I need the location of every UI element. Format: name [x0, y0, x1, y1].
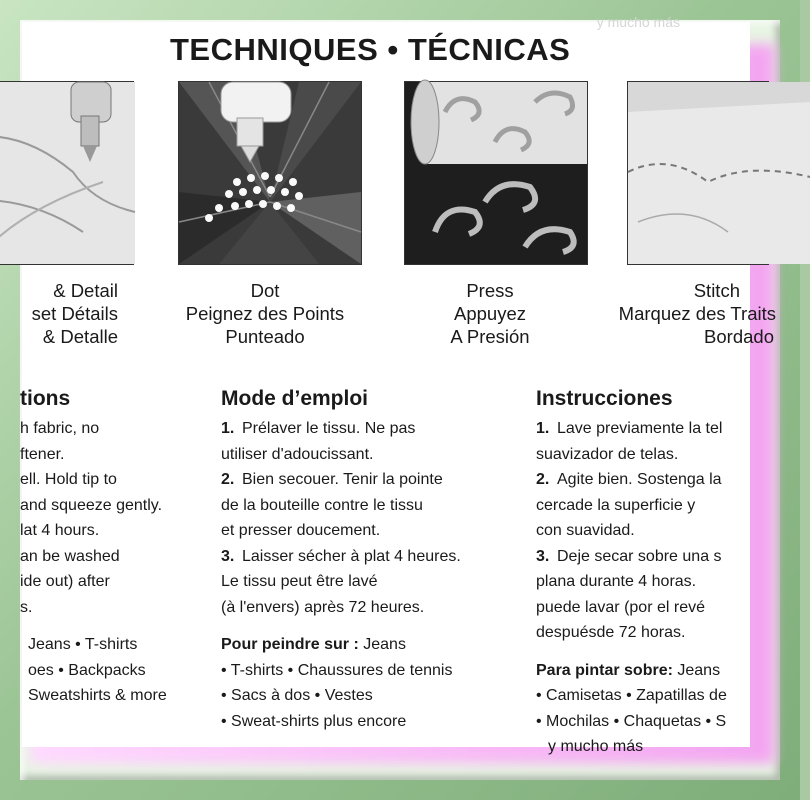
text-line: y mucho más [548, 738, 644, 755]
text-line: Deje secar sobre una s [557, 547, 722, 565]
caption-line: Press [466, 280, 514, 301]
paint-on-heading [221, 632, 461, 658]
text-line: Le tissu peut être lavé [221, 573, 378, 590]
page-title: TECHNIQUES • TÉCNICAS [170, 32, 571, 67]
text-line: ftener. [20, 445, 65, 463]
text-line: • Camisetas • Zapatillas de [536, 687, 727, 704]
text-line: puede lavar (por el revé [536, 598, 705, 616]
step-number: 3. [221, 547, 235, 565]
instructions-french [221, 386, 461, 734]
photo-stitch [627, 81, 769, 265]
step-1 [221, 416, 461, 467]
text-line: Jeans [672, 661, 721, 679]
photo-dot [178, 81, 362, 265]
paint-on-label: Pour peindre sur : [221, 636, 359, 653]
text-line: Lave previamente la tel [557, 420, 723, 437]
caption-line: Peignez des Points [185, 303, 345, 324]
text-line: Sweatshirts & more [28, 687, 167, 704]
caption-line: set Détails [31, 303, 118, 324]
text-line: s. [20, 598, 33, 616]
text-line: de la bouteille contre le tissu [221, 496, 423, 514]
ghost-text: y mucho más [596, 14, 680, 30]
step-2 [221, 467, 461, 544]
instructions-english [20, 386, 167, 709]
caption-outline-detail [16, 279, 118, 348]
text-line: • Sweat-shirts plus encore [221, 712, 407, 730]
text-line: et presser doucement. [221, 522, 381, 539]
step-1 [536, 416, 727, 467]
instruction-sheet [20, 14, 776, 755]
text-line: Prélaver le tissu. Ne pas [242, 420, 416, 437]
photo-press [404, 81, 588, 265]
text-line: con suavidad. [536, 522, 635, 539]
text-line: suavizador de telas. [536, 445, 679, 463]
instructions-spanish [536, 386, 727, 760]
caption-press [400, 279, 580, 348]
text-line: and squeeze gently. [20, 496, 163, 514]
text-line: Agite bien. Sostenga la [557, 471, 722, 488]
instructions-lines [20, 416, 167, 620]
text-line: oes • Backpacks [28, 661, 146, 679]
caption-line: Bordado [704, 326, 774, 347]
paint-on-label: Para pintar sobre: [536, 661, 673, 679]
caption-stitch [578, 279, 776, 348]
text-line: • Sacs à dos • Vestes [221, 687, 373, 704]
text-line: an be washed [20, 547, 120, 565]
section-heading: Instrucciones [536, 387, 673, 410]
section-heading: tions [20, 387, 71, 410]
step-number: 1. [536, 420, 550, 437]
text-line: Laisser sécher à plat 4 heures. [242, 547, 461, 565]
text-line: • Mochilas • Chaquetas • S [536, 712, 727, 730]
caption-line: A Presión [450, 326, 530, 347]
step-number: 2. [536, 471, 550, 488]
text-line: despuésde 72 horas. [536, 624, 686, 641]
text-line: Jeans [358, 636, 406, 653]
text-line: ell. Hold tip to [20, 471, 117, 488]
caption-line: Stitch [693, 280, 740, 301]
photo-outline-detail [0, 81, 134, 265]
caption-line: Punteado [225, 326, 305, 347]
text-line: lat 4 hours. [20, 522, 100, 539]
text-line: utiliser d'adoucissant. [221, 445, 374, 463]
caption-line: & Detalle [42, 326, 118, 347]
paint-on-heading [536, 658, 727, 684]
caption-line: & Detail [53, 280, 118, 301]
caption-line: Dot [250, 280, 280, 301]
text-line: Jeans • T-shirts [28, 636, 138, 653]
section-heading: Mode d’emploi [221, 387, 368, 410]
step-3 [536, 544, 727, 646]
text-line: plana durante 4 horas. [536, 573, 697, 590]
paint-on-list [28, 632, 167, 709]
step-2 [536, 467, 727, 544]
step-number: 1. [221, 420, 235, 437]
caption-line: Marquez des Traits [618, 303, 776, 324]
text-line: cercade la superficie y [536, 496, 696, 514]
text-line: ide out) after [20, 573, 110, 590]
caption-line: Appuyez [454, 303, 526, 324]
text-line: (à l'envers) après 72 heures. [221, 598, 425, 616]
step-number: 3. [536, 547, 550, 565]
text-line: • T-shirts • Chaussures de tennis [221, 661, 453, 679]
step-3 [221, 544, 461, 621]
text-line: Bien secouer. Tenir la pointe [242, 471, 443, 488]
step-number: 2. [221, 471, 235, 488]
text-line: h fabric, no [20, 420, 100, 437]
caption-dot [170, 279, 360, 348]
